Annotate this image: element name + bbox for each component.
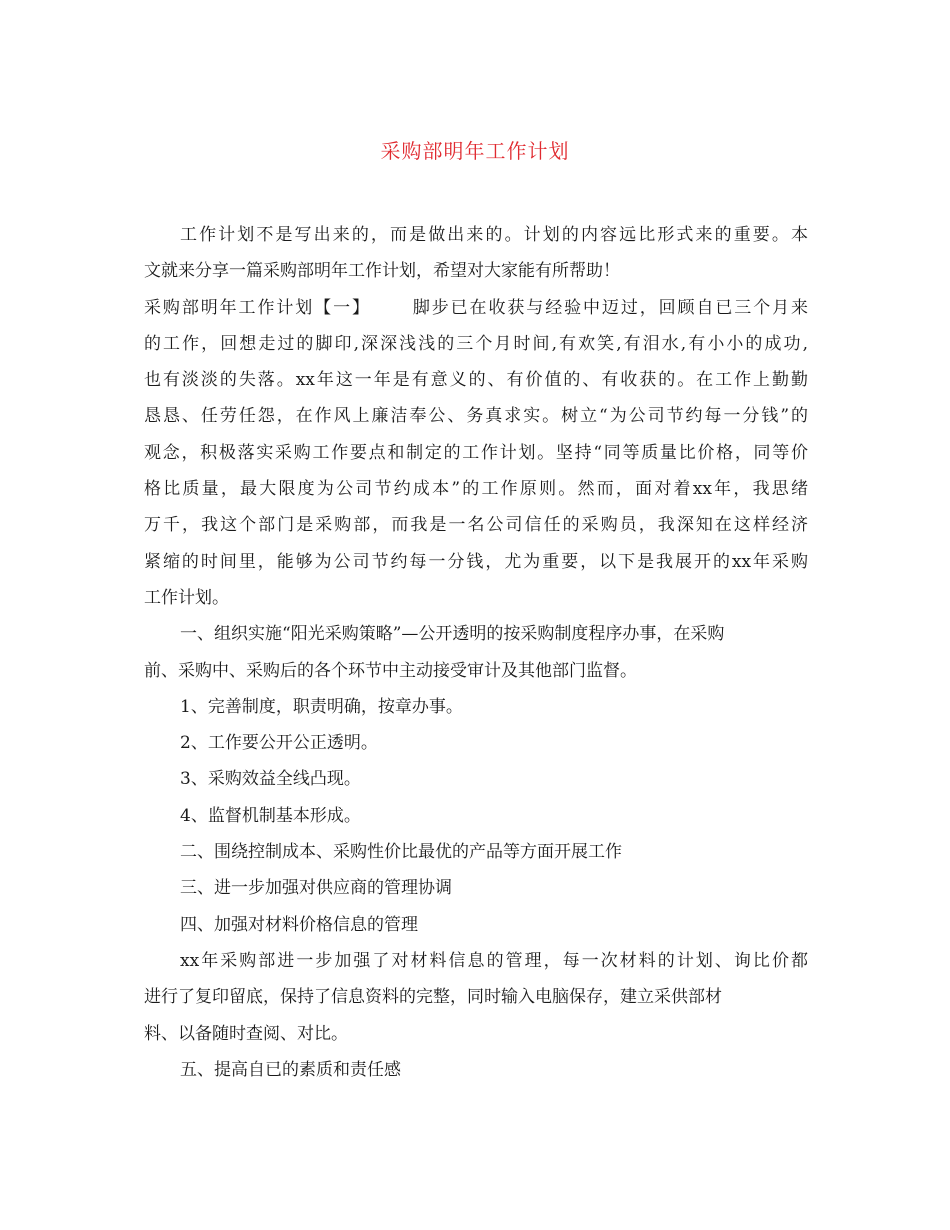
paragraph-line: 观念，积极落实采购工作要点和制定的工作计划。坚持“同等质量比价格，同等价 [144,442,808,463]
paragraph-line [144,290,808,326]
list-item: 1、完善制度，职责明确，按章办事。 [180,696,463,717]
section-heading: 二、围绕控制成本、采购性价比最优的产品等方面开展工作 [180,842,622,863]
paragraph-line: 进行了复印留底，保持了信息资料的完整，同时输入电脑保存，建立采供部材 [144,987,722,1008]
paragraph-text: 脚步已在收获与经验中迈过，回顾自已三个月来 [410,297,808,318]
paragraph-line: xx年采购部进一步加强了对材料信息的管理，每一次材料的计划、询比价都 [180,950,808,971]
paragraph-line: 格比质量，最大限度为公司节约成本”的工作原则。然而，面对着xx年，我思绪 [144,479,808,500]
section-heading: 采购部明年工作计划【一】 [144,297,371,318]
paragraph-line: 文就来分享一篇采购部明年工作计划，希望对大家能有所帮助！ [144,261,620,282]
paragraph-line: 一、组织实施“阳光采购策略”—公开透明的按采购制度程序办事，在采购 [180,624,725,645]
paragraph-line: 紧缩的时间里，能够为公司节约每一分钱，尤为重要，以下是我展开的xx年采购 [144,551,808,572]
paragraph-line: 工作计划。 [144,587,229,608]
document-title: 采购部明年工作计划 [380,139,570,163]
list-item: 2、工作要公开公正透明。 [180,733,378,754]
section-heading: 三、进一步加强对供应商的管理协调 [180,878,452,899]
section-heading: 五、提高自已的素质和责任感 [180,1059,401,1080]
paragraph-line: 万千，我这个部门是采购部，而我是一名公司信任的采购员，我深知在这样经济 [144,515,808,536]
paragraph-line: 恳恳、任劳任怨，在作风上廉洁奉公、务真求实。树立“为公司节约每一分钱”的 [144,406,808,427]
list-item: 4、监督机制基本形成。 [180,805,361,826]
paragraph-line: 工作计划不是写出来的，而是做出来的。计划的内容远比形式来的重要。本 [180,225,808,245]
paragraph-line: 也有淡淡的失落。xx年这一年是有意义的、有价值的、有收获的。在工作上勤勤 [144,370,808,391]
section-heading: 四、加强对材料价格信息的管理 [180,914,418,935]
document-body [144,217,808,1088]
paragraph-line: 的工作，回想走过的脚印,深深浅浅的三个月时间,有欢笑,有泪水,有小小的成功, [144,333,808,354]
paragraph-line: 料、以备随时查阅、对比。 [144,1023,348,1044]
list-item: 3、采购效益全线凸现。 [180,769,361,790]
paragraph-line: 前、采购中、采购后的各个环节中主动接受审计及其他部门监督。 [144,660,637,681]
